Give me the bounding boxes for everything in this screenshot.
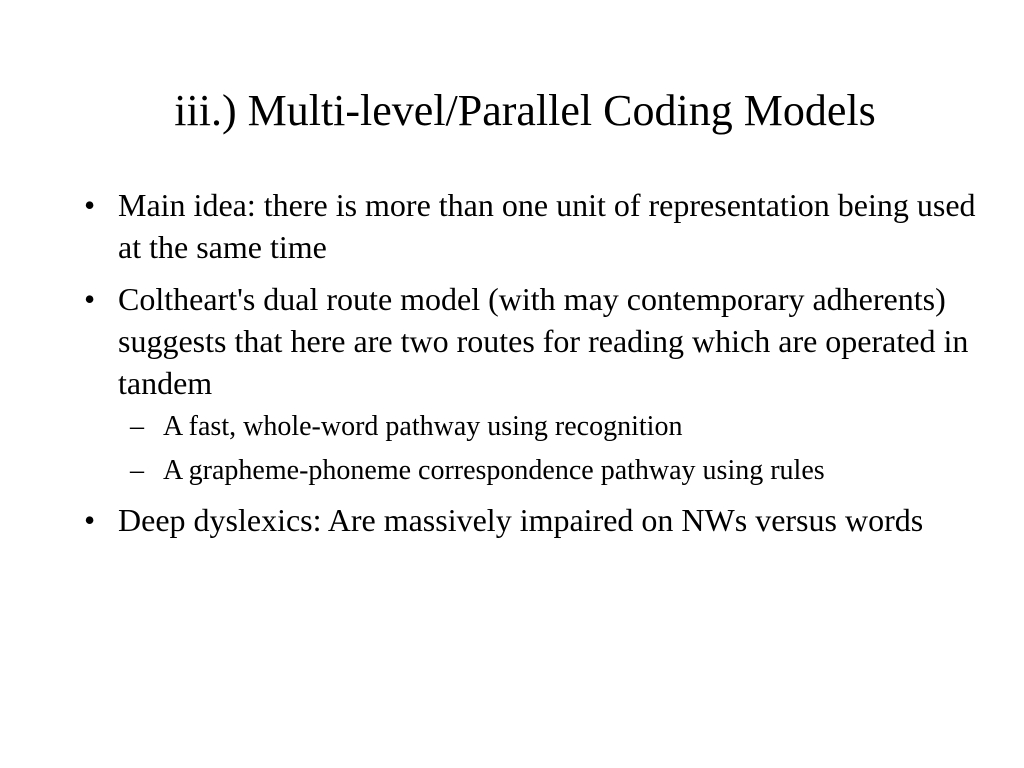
bullet-marker-icon: • [84,281,96,317]
sub-bullet-text: A grapheme-phoneme correspondence pathway using rules [163,455,825,486]
sub-bullet-text: A fast, whole-word pathway using recognition [163,411,683,442]
sub-bullet-list [118,409,998,489]
bullet-item [78,499,998,541]
sub-bullet-item [118,409,998,445]
bullet-item [78,278,998,489]
bullet-text: Main idea: there is more than one unit of representation being used at the same time [118,187,976,265]
bullet-item [78,184,998,268]
dash-marker-icon: – [130,455,144,486]
bullet-text: Deep dyslexics: Are massively impaired on NWs versus words [118,502,924,538]
bullet-list [78,184,998,551]
bullet-text: Coltheart's dual route model (with may contemporary adherents) suggests that here are two routes for reading which are operated in tandem [118,281,969,401]
slide-title: iii.) Multi-level/Parallel Coding Models [174,86,876,135]
dash-marker-icon: – [130,411,144,442]
sub-bullet-item [118,453,998,489]
bullet-marker-icon: • [84,187,96,223]
bullet-marker-icon: • [84,502,96,538]
